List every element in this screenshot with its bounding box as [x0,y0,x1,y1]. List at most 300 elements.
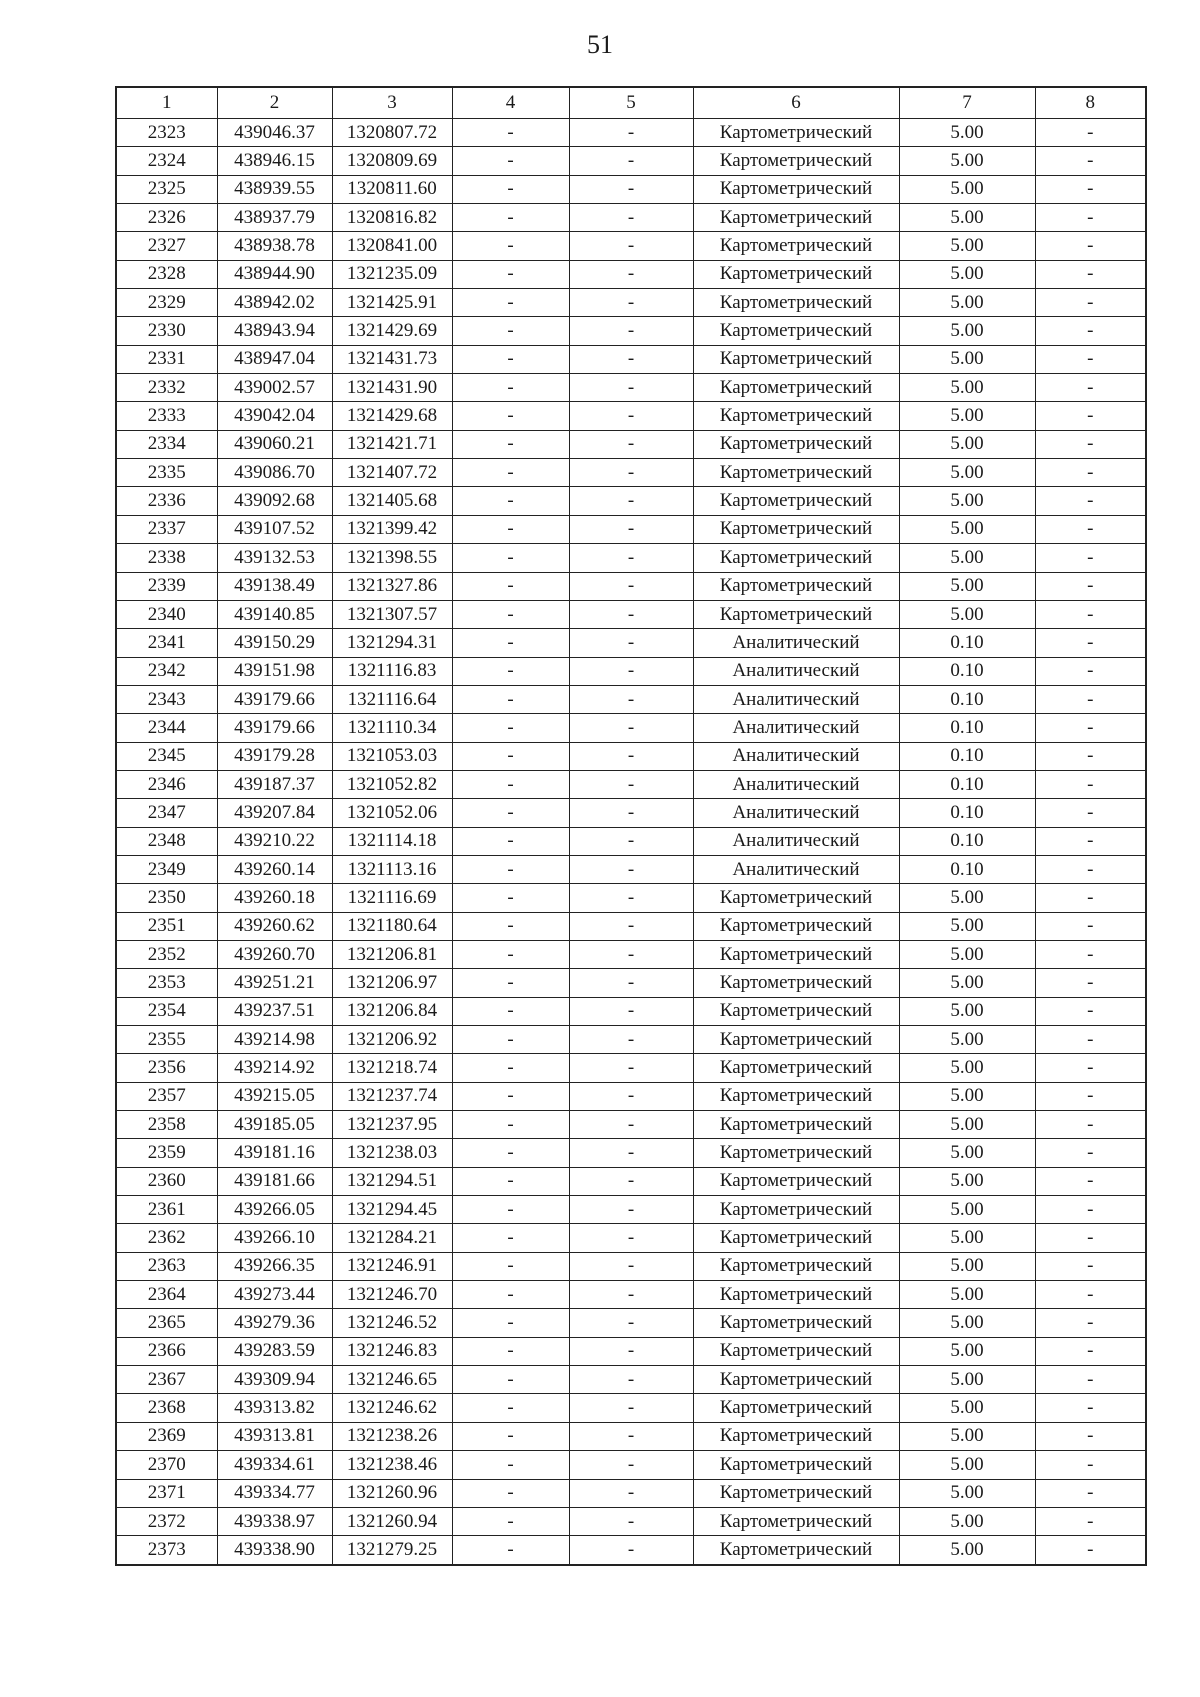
cell-accuracy: 5.00 [899,317,1035,345]
cell-y-coordinate: 1321246.91 [332,1252,452,1280]
cell-x-coordinate: 439140.85 [217,600,332,628]
cell-point-number: 2327 [116,232,217,260]
cell-col-5: - [569,1167,693,1195]
cell-method: Картометрический [693,175,899,203]
cell-col-8: - [1035,1196,1146,1224]
cell-point-number: 2347 [116,799,217,827]
cell-col-4: - [452,459,569,487]
cell-col-8: - [1035,1422,1146,1450]
cell-point-number: 2367 [116,1366,217,1394]
cell-col-8: - [1035,629,1146,657]
table-row [116,572,1146,600]
table-row [116,430,1146,458]
table-row [116,544,1146,572]
table-row [116,1252,1146,1280]
cell-accuracy: 5.00 [899,1479,1035,1507]
cell-point-number: 2352 [116,940,217,968]
cell-x-coordinate: 439042.04 [217,402,332,430]
cell-col-5: - [569,1337,693,1365]
cell-col-4: - [452,657,569,685]
cell-x-coordinate: 439179.66 [217,714,332,742]
cell-x-coordinate: 438937.79 [217,204,332,232]
cell-accuracy: 5.00 [899,345,1035,373]
cell-col-5: - [569,345,693,373]
cell-method: Картометрический [693,515,899,543]
cell-col-4: - [452,1252,569,1280]
cell-method: Картометрический [693,1479,899,1507]
cell-col-5: - [569,260,693,288]
table-row [116,1139,1146,1167]
cell-x-coordinate: 439107.52 [217,515,332,543]
cell-point-number: 2330 [116,317,217,345]
cell-x-coordinate: 439266.05 [217,1196,332,1224]
cell-x-coordinate: 439237.51 [217,997,332,1025]
cell-col-8: - [1035,940,1146,968]
cell-point-number: 2364 [116,1281,217,1309]
cell-point-number: 2359 [116,1139,217,1167]
column-header-1: 1 [116,87,217,119]
cell-method: Картометрический [693,1507,899,1535]
cell-method: Картометрический [693,1139,899,1167]
cell-method: Картометрический [693,260,899,288]
cell-col-4: - [452,260,569,288]
cell-col-8: - [1035,289,1146,317]
table-row [116,940,1146,968]
cell-col-5: - [569,1281,693,1309]
cell-col-8: - [1035,770,1146,798]
cell-col-4: - [452,855,569,883]
cell-method: Картометрический [693,459,899,487]
cell-col-4: - [452,515,569,543]
table-row [116,1536,1146,1565]
cell-col-4: - [452,430,569,458]
cell-method: Картометрический [693,1309,899,1337]
cell-col-5: - [569,374,693,402]
cell-y-coordinate: 1321294.51 [332,1167,452,1195]
cell-x-coordinate: 439214.92 [217,1054,332,1082]
cell-x-coordinate: 438939.55 [217,175,332,203]
cell-x-coordinate: 439334.77 [217,1479,332,1507]
cell-col-8: - [1035,1337,1146,1365]
cell-x-coordinate: 439002.57 [217,374,332,402]
cell-accuracy: 5.00 [899,1309,1035,1337]
cell-y-coordinate: 1321238.03 [332,1139,452,1167]
cell-col-8: - [1035,884,1146,912]
cell-col-4: - [452,1422,569,1450]
cell-x-coordinate: 439313.81 [217,1422,332,1450]
table-row [116,1224,1146,1252]
cell-y-coordinate: 1321237.95 [332,1111,452,1139]
cell-y-coordinate: 1321218.74 [332,1054,452,1082]
table-row [116,770,1146,798]
table-row [116,317,1146,345]
cell-method: Картометрический [693,600,899,628]
cell-point-number: 2358 [116,1111,217,1139]
cell-y-coordinate: 1321260.94 [332,1507,452,1535]
cell-y-coordinate: 1321238.26 [332,1422,452,1450]
cell-col-4: - [452,1224,569,1252]
cell-col-5: - [569,1309,693,1337]
cell-method: Картометрический [693,289,899,317]
cell-x-coordinate: 439334.61 [217,1451,332,1479]
cell-accuracy: 5.00 [899,1026,1035,1054]
cell-y-coordinate: 1321180.64 [332,912,452,940]
table-row [116,260,1146,288]
table-row [116,912,1146,940]
cell-col-4: - [452,1082,569,1110]
cell-point-number: 2361 [116,1196,217,1224]
cell-point-number: 2328 [116,260,217,288]
cell-method: Картометрический [693,572,899,600]
cell-point-number: 2334 [116,430,217,458]
cell-y-coordinate: 1321429.68 [332,402,452,430]
cell-col-4: - [452,1479,569,1507]
cell-col-4: - [452,402,569,430]
cell-method: Картометрический [693,119,899,147]
cell-accuracy: 5.00 [899,544,1035,572]
cell-point-number: 2366 [116,1337,217,1365]
table-row [116,1196,1146,1224]
cell-method: Картометрический [693,232,899,260]
cell-x-coordinate: 439086.70 [217,459,332,487]
cell-col-5: - [569,317,693,345]
cell-col-8: - [1035,147,1146,175]
cell-col-5: - [569,175,693,203]
cell-col-4: - [452,685,569,713]
cell-point-number: 2336 [116,487,217,515]
cell-col-4: - [452,770,569,798]
cell-method: Картометрический [693,940,899,968]
table-row [116,119,1146,147]
cell-point-number: 2337 [116,515,217,543]
cell-x-coordinate: 439214.98 [217,1026,332,1054]
cell-col-8: - [1035,345,1146,373]
cell-y-coordinate: 1321238.46 [332,1451,452,1479]
cell-col-8: - [1035,1479,1146,1507]
cell-y-coordinate: 1321431.90 [332,374,452,402]
table-row [116,600,1146,628]
cell-method: Картометрический [693,1167,899,1195]
cell-accuracy: 5.00 [899,1082,1035,1110]
cell-x-coordinate: 439266.35 [217,1252,332,1280]
column-header-5: 5 [569,87,693,119]
cell-x-coordinate: 439215.05 [217,1082,332,1110]
cell-x-coordinate: 439260.62 [217,912,332,940]
cell-point-number: 2371 [116,1479,217,1507]
cell-col-8: - [1035,912,1146,940]
cell-method: Картометрический [693,912,899,940]
cell-y-coordinate: 1321052.82 [332,770,452,798]
cell-col-4: - [452,742,569,770]
cell-col-4: - [452,1139,569,1167]
cell-y-coordinate: 1321246.65 [332,1366,452,1394]
cell-accuracy: 5.00 [899,572,1035,600]
cell-y-coordinate: 1321246.70 [332,1281,452,1309]
cell-method: Картометрический [693,997,899,1025]
cell-method: Картометрический [693,487,899,515]
coordinates-table [115,86,1147,1566]
cell-point-number: 2348 [116,827,217,855]
cell-col-4: - [452,1451,569,1479]
cell-col-5: - [569,1054,693,1082]
cell-y-coordinate: 1321113.16 [332,855,452,883]
cell-col-8: - [1035,1394,1146,1422]
cell-x-coordinate: 438947.04 [217,345,332,373]
cell-col-8: - [1035,1507,1146,1535]
cell-y-coordinate: 1321327.86 [332,572,452,600]
cell-accuracy: 5.00 [899,402,1035,430]
cell-col-8: - [1035,1111,1146,1139]
cell-col-4: - [452,374,569,402]
cell-col-8: - [1035,600,1146,628]
cell-y-coordinate: 1321307.57 [332,600,452,628]
cell-point-number: 2373 [116,1536,217,1565]
cell-point-number: 2326 [116,204,217,232]
cell-point-number: 2331 [116,345,217,373]
table-row [116,487,1146,515]
cell-point-number: 2365 [116,1309,217,1337]
column-header-4: 4 [452,87,569,119]
cell-y-coordinate: 1320816.82 [332,204,452,232]
cell-point-number: 2349 [116,855,217,883]
cell-method: Картометрический [693,1082,899,1110]
cell-x-coordinate: 439181.66 [217,1167,332,1195]
cell-point-number: 2341 [116,629,217,657]
cell-y-coordinate: 1321425.91 [332,289,452,317]
cell-point-number: 2353 [116,969,217,997]
cell-col-8: - [1035,1139,1146,1167]
cell-col-8: - [1035,742,1146,770]
cell-method: Картометрический [693,345,899,373]
cell-col-5: - [569,487,693,515]
cell-point-number: 2345 [116,742,217,770]
cell-point-number: 2355 [116,1026,217,1054]
table-row [116,969,1146,997]
cell-accuracy: 5.00 [899,1054,1035,1082]
cell-y-coordinate: 1321116.83 [332,657,452,685]
cell-col-8: - [1035,969,1146,997]
cell-point-number: 2357 [116,1082,217,1110]
cell-col-4: - [452,629,569,657]
cell-x-coordinate: 439179.66 [217,685,332,713]
cell-point-number: 2329 [116,289,217,317]
cell-x-coordinate: 438942.02 [217,289,332,317]
cell-col-5: - [569,1366,693,1394]
table-row [116,1337,1146,1365]
table-row [116,204,1146,232]
cell-accuracy: 5.00 [899,232,1035,260]
cell-col-8: - [1035,572,1146,600]
cell-col-4: - [452,600,569,628]
cell-accuracy: 5.00 [899,147,1035,175]
cell-col-8: - [1035,317,1146,345]
cell-x-coordinate: 439151.98 [217,657,332,685]
cell-col-4: - [452,827,569,855]
cell-x-coordinate: 438946.15 [217,147,332,175]
table-row [116,742,1146,770]
cell-method: Аналитический [693,827,899,855]
cell-col-8: - [1035,1054,1146,1082]
cell-col-5: - [569,1507,693,1535]
cell-y-coordinate: 1321110.34 [332,714,452,742]
cell-y-coordinate: 1321052.06 [332,799,452,827]
cell-accuracy: 5.00 [899,515,1035,543]
cell-col-8: - [1035,657,1146,685]
cell-y-coordinate: 1321206.97 [332,969,452,997]
column-header-8: 8 [1035,87,1146,119]
cell-col-4: - [452,1366,569,1394]
cell-accuracy: 5.00 [899,1422,1035,1450]
cell-point-number: 2325 [116,175,217,203]
cell-method: Картометрический [693,1224,899,1252]
cell-point-number: 2372 [116,1507,217,1535]
cell-y-coordinate: 1320841.00 [332,232,452,260]
cell-point-number: 2360 [116,1167,217,1195]
table-row [116,1054,1146,1082]
cell-col-5: - [569,1224,693,1252]
cell-col-4: - [452,1309,569,1337]
cell-accuracy: 0.10 [899,742,1035,770]
cell-accuracy: 5.00 [899,1281,1035,1309]
cell-y-coordinate: 1320811.60 [332,175,452,203]
cell-col-8: - [1035,402,1146,430]
cell-y-coordinate: 1321235.09 [332,260,452,288]
cell-col-4: - [452,969,569,997]
cell-method: Картометрический [693,1281,899,1309]
cell-accuracy: 5.00 [899,1139,1035,1167]
cell-y-coordinate: 1321431.73 [332,345,452,373]
cell-col-4: - [452,1167,569,1195]
cell-method: Аналитический [693,799,899,827]
cell-col-5: - [569,1139,693,1167]
cell-y-coordinate: 1321398.55 [332,544,452,572]
cell-accuracy: 5.00 [899,260,1035,288]
cell-col-8: - [1035,175,1146,203]
cell-col-5: - [569,600,693,628]
cell-point-number: 2356 [116,1054,217,1082]
table-row [116,232,1146,260]
cell-col-5: - [569,799,693,827]
cell-method: Картометрический [693,1394,899,1422]
cell-col-8: - [1035,1224,1146,1252]
cell-y-coordinate: 1321399.42 [332,515,452,543]
cell-method: Аналитический [693,742,899,770]
cell-col-5: - [569,402,693,430]
column-header-6: 6 [693,87,899,119]
cell-point-number: 2354 [116,997,217,1025]
cell-method: Картометрический [693,1111,899,1139]
cell-col-4: - [452,544,569,572]
cell-method: Картометрический [693,1451,899,1479]
cell-x-coordinate: 439092.68 [217,487,332,515]
cell-method: Аналитический [693,770,899,798]
cell-col-4: - [452,997,569,1025]
cell-accuracy: 5.00 [899,600,1035,628]
cell-x-coordinate: 439060.21 [217,430,332,458]
cell-accuracy: 5.00 [899,459,1035,487]
cell-method: Аналитический [693,855,899,883]
cell-method: Картометрический [693,1366,899,1394]
cell-col-5: - [569,1536,693,1565]
table-row [116,884,1146,912]
column-header-3: 3 [332,87,452,119]
cell-accuracy: 5.00 [899,1394,1035,1422]
cell-y-coordinate: 1321421.71 [332,430,452,458]
cell-accuracy: 5.00 [899,175,1035,203]
cell-col-4: - [452,1196,569,1224]
cell-point-number: 2370 [116,1451,217,1479]
cell-col-5: - [569,657,693,685]
cell-accuracy: 5.00 [899,119,1035,147]
cell-y-coordinate: 1321246.83 [332,1337,452,1365]
cell-col-5: - [569,770,693,798]
cell-y-coordinate: 1321114.18 [332,827,452,855]
cell-x-coordinate: 438944.90 [217,260,332,288]
cell-point-number: 2343 [116,685,217,713]
cell-col-8: - [1035,997,1146,1025]
cell-accuracy: 5.00 [899,884,1035,912]
cell-accuracy: 5.00 [899,204,1035,232]
cell-col-5: - [569,969,693,997]
cell-col-5: - [569,515,693,543]
cell-x-coordinate: 439046.37 [217,119,332,147]
cell-x-coordinate: 439279.36 [217,1309,332,1337]
cell-col-8: - [1035,1366,1146,1394]
cell-method: Картометрический [693,317,899,345]
cell-point-number: 2338 [116,544,217,572]
cell-col-8: - [1035,1281,1146,1309]
cell-accuracy: 0.10 [899,685,1035,713]
cell-accuracy: 5.00 [899,1536,1035,1565]
table-row [116,147,1146,175]
cell-accuracy: 0.10 [899,855,1035,883]
table-row [116,175,1146,203]
cell-y-coordinate: 1321260.96 [332,1479,452,1507]
cell-y-coordinate: 1321284.21 [332,1224,452,1252]
cell-col-4: - [452,572,569,600]
cell-method: Картометрический [693,1337,899,1365]
table-row [116,657,1146,685]
table-row [116,1082,1146,1110]
cell-y-coordinate: 1321246.52 [332,1309,452,1337]
table-row [116,827,1146,855]
cell-col-8: - [1035,714,1146,742]
cell-col-8: - [1035,374,1146,402]
cell-col-4: - [452,884,569,912]
cell-method: Картометрический [693,1422,899,1450]
cell-col-5: - [569,1479,693,1507]
cell-x-coordinate: 439266.10 [217,1224,332,1252]
cell-col-4: - [452,1337,569,1365]
cell-col-8: - [1035,204,1146,232]
cell-col-8: - [1035,827,1146,855]
cell-accuracy: 5.00 [899,1111,1035,1139]
cell-y-coordinate: 1320809.69 [332,147,452,175]
cell-col-5: - [569,232,693,260]
cell-col-5: - [569,629,693,657]
page-number: 51 [587,30,613,59]
cell-x-coordinate: 439283.59 [217,1337,332,1365]
cell-x-coordinate: 439187.37 [217,770,332,798]
cell-accuracy: 5.00 [899,1252,1035,1280]
cell-col-4: - [452,1026,569,1054]
cell-x-coordinate: 439138.49 [217,572,332,600]
cell-col-8: - [1035,1309,1146,1337]
cell-col-5: - [569,1422,693,1450]
cell-accuracy: 5.00 [899,940,1035,968]
cell-col-5: - [569,940,693,968]
cell-col-8: - [1035,119,1146,147]
